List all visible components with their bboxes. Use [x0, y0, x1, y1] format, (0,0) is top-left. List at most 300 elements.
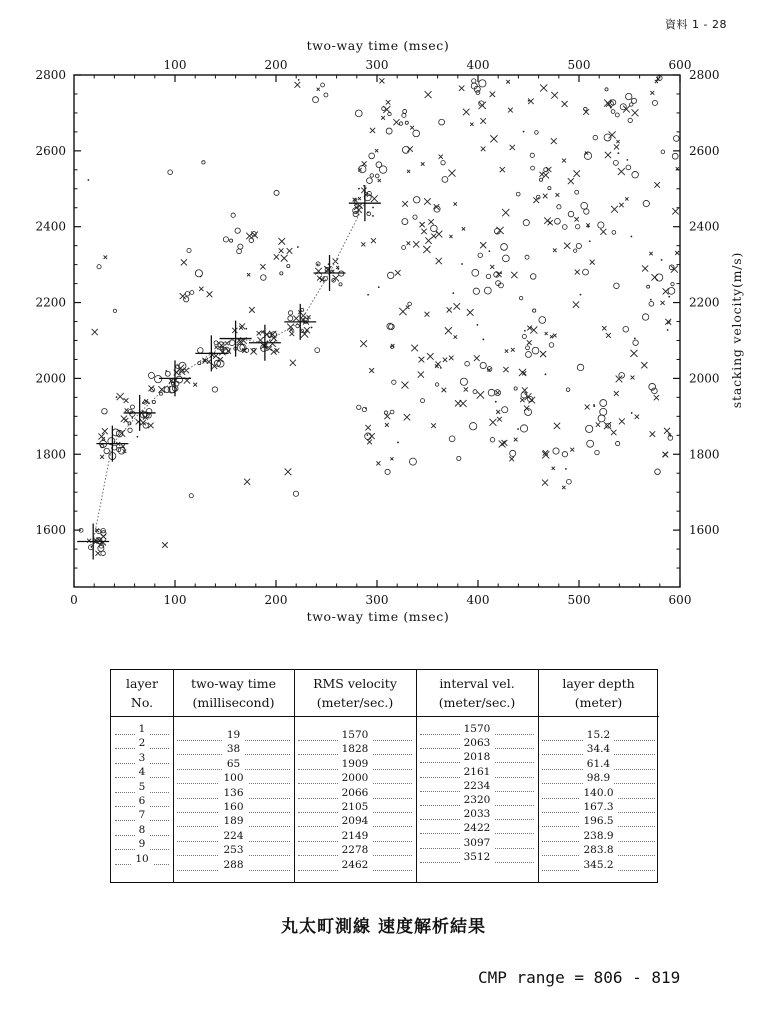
cell-value: 1570: [338, 729, 373, 741]
scatter-cross: [247, 273, 250, 276]
scatter-circle: [480, 362, 486, 368]
scatter-cross: [376, 461, 380, 465]
scatter-cross: [585, 405, 590, 410]
scatter-circle: [548, 186, 551, 189]
table-cell: [111, 752, 173, 764]
x-tick-label: 600: [668, 593, 692, 607]
scatter-circle: [230, 239, 233, 242]
scatter-cross: [420, 222, 425, 227]
scatter-circle: [568, 211, 574, 217]
scatter-circle: [643, 200, 649, 206]
scatter-circle: [296, 324, 300, 328]
scatter-circle: [386, 128, 392, 134]
scatter-circle: [656, 274, 663, 281]
scatter-circle: [202, 161, 205, 164]
table-cell: [294, 787, 416, 799]
scatter-cross: [480, 118, 486, 124]
scatter-circle: [615, 113, 619, 117]
scatter-circle: [490, 437, 495, 442]
scatter-cross: [365, 425, 370, 430]
table-cell: [173, 844, 294, 856]
scatter-circle: [402, 219, 408, 225]
scatter-circle: [628, 118, 632, 122]
table-cell: [416, 766, 538, 778]
cell-value: 196.5: [579, 815, 617, 827]
scatter-circle: [413, 130, 420, 137]
scatter-circle: [184, 297, 189, 302]
scatter-dot: [365, 407, 367, 409]
cell-value: 65: [223, 758, 244, 770]
scatter-dot: [667, 329, 669, 331]
scatter-circle: [479, 80, 486, 87]
scatter-dot: [476, 324, 478, 326]
cell-value: 140.0: [579, 787, 617, 799]
top-x-tick-label: 400: [466, 58, 490, 72]
table-header-line: No.: [130, 695, 154, 710]
scatter-dot: [297, 246, 299, 248]
scatter-circle: [673, 136, 679, 142]
scatter-cross: [225, 341, 229, 345]
scatter-cross: [614, 144, 619, 149]
scatter-cross: [661, 301, 665, 305]
table-cell: [111, 853, 173, 865]
scatter-circle: [488, 389, 495, 396]
cell-value: 224: [219, 830, 247, 842]
scatter-circle: [600, 408, 607, 415]
scatter-circle: [403, 109, 407, 113]
scatter-circle: [605, 88, 608, 91]
scatter-circle: [313, 97, 319, 103]
scatter-cross: [514, 438, 518, 442]
scatter-circle: [598, 415, 605, 422]
scatter-cross: [611, 430, 616, 435]
scatter-cross: [333, 275, 339, 281]
scatter-dot: [245, 328, 247, 330]
scatter-circle: [484, 287, 491, 294]
scatter-circle: [514, 387, 517, 390]
scatter-cross: [381, 116, 385, 120]
scatter-circle: [584, 107, 587, 110]
table-cell: [111, 737, 173, 749]
scatter-cross: [411, 345, 418, 352]
table-header: [173, 670, 294, 717]
scatter-circle: [190, 291, 194, 295]
scatter-cross: [550, 335, 553, 338]
scatter-cross: [502, 440, 508, 446]
cell-value: 6: [135, 795, 150, 807]
table-header-line: (meter/sec.): [316, 695, 394, 710]
scatter-cross: [295, 82, 301, 88]
table-cell: [416, 794, 538, 806]
scatter-circle: [469, 423, 476, 430]
scatter-cross: [490, 135, 497, 142]
scatter-circle: [586, 425, 593, 432]
scatter-cross: [421, 162, 425, 166]
scatter-cross: [477, 391, 484, 398]
scatter-circle: [324, 93, 328, 97]
scatter-circle: [626, 93, 632, 99]
cell-value: 5: [135, 781, 150, 793]
scatter-circle: [365, 433, 372, 440]
scatter-circle: [557, 205, 561, 209]
scatter-cross: [556, 193, 560, 197]
scatter-cross: [543, 194, 548, 199]
scatter-circle: [152, 400, 155, 403]
scatter-cross: [650, 91, 654, 95]
scatter-cross: [562, 486, 565, 489]
scatter-circle: [519, 296, 522, 299]
scatter-circle: [612, 231, 616, 235]
scatter-cross: [439, 155, 443, 159]
scatter-circle: [526, 346, 530, 350]
cell-value: 15.2: [583, 729, 614, 741]
scatter-cross: [600, 229, 606, 235]
cell-value: 136: [219, 787, 247, 799]
scatter-dot: [545, 373, 547, 375]
cell-value: 2462: [338, 859, 373, 871]
scatter-cross: [121, 416, 127, 422]
scatter-cross: [301, 330, 308, 337]
scatter-circle: [672, 153, 678, 159]
scatter-circle: [539, 178, 542, 181]
cell-value: 2161: [460, 766, 495, 778]
scatter-cross: [590, 260, 595, 265]
scatter-cross: [317, 276, 322, 281]
scatter-cross: [454, 202, 457, 205]
table-cell: [111, 838, 173, 850]
scatter-dot: [631, 412, 633, 414]
scatter-cross: [407, 170, 410, 173]
scatter-cross: [508, 108, 513, 113]
scatter-circle: [187, 248, 191, 252]
scatter-cross: [285, 468, 292, 475]
scatter-circle: [441, 160, 445, 164]
scatter-cross: [540, 84, 547, 91]
scatter-cross: [95, 551, 100, 556]
scatter-cross: [425, 312, 430, 317]
y-tick-label: 1800: [35, 447, 66, 462]
scatter-cross: [539, 172, 544, 177]
scatter-circle: [367, 178, 373, 184]
table-cell: [538, 830, 659, 842]
table-cell: [111, 809, 173, 821]
scatter-cross: [425, 237, 431, 243]
scatter-circle: [339, 283, 342, 286]
table-cell: [538, 815, 659, 827]
scatter-circle: [460, 378, 467, 385]
scatter-cross: [445, 327, 452, 334]
table-cell: [294, 815, 416, 827]
y-tick-label: 2600: [35, 143, 66, 158]
right-y-tick-label: 2000: [689, 371, 720, 386]
scatter-circle: [238, 244, 243, 249]
scatter-dot: [523, 131, 525, 133]
scatter-cross: [447, 307, 452, 312]
scatter-dot: [358, 188, 360, 190]
scatter-cross: [672, 208, 678, 214]
scatter-circle: [587, 440, 594, 447]
scatter-dot: [482, 339, 484, 341]
scatter-circle: [593, 135, 598, 140]
scatter-cross: [511, 272, 517, 278]
scatter-circle: [598, 222, 604, 228]
scatter-cross: [606, 333, 611, 338]
scatter-cross: [369, 433, 375, 439]
velocity-picks: [77, 185, 381, 559]
scatter-circle: [600, 400, 607, 407]
scatter-dot: [91, 546, 93, 548]
scatter-circle: [155, 376, 162, 383]
scatter-dot: [610, 107, 612, 109]
scatter-cross: [540, 351, 546, 357]
scatter-cross: [317, 88, 320, 91]
scatter-circle: [595, 450, 600, 455]
scatter-dot: [517, 428, 519, 430]
scatter-dot: [634, 338, 636, 340]
scatter-circle: [531, 166, 535, 170]
scatter-cross: [453, 303, 460, 310]
scatter-cross: [362, 161, 367, 166]
scatter-cross: [269, 340, 276, 347]
scatter-circle: [189, 494, 193, 498]
scatter-cross: [404, 414, 411, 421]
table-header-line: layer depth: [562, 676, 635, 691]
scatter-cross: [421, 229, 426, 234]
scatter-cross: [542, 480, 548, 486]
x-tick-label: 500: [567, 593, 591, 607]
scatter-cross: [496, 227, 503, 234]
time-col: [173, 670, 295, 882]
scatter-cross: [279, 248, 284, 253]
scatter-dot: [131, 417, 133, 419]
table-cell: [173, 830, 294, 842]
scatter-cross: [232, 328, 237, 333]
scatter-cross: [665, 319, 671, 325]
scatter-circle: [288, 311, 292, 315]
scatter-cross: [375, 149, 378, 152]
scatter-cross: [596, 422, 600, 426]
scatter-circle: [128, 428, 132, 432]
scatter-circle: [375, 174, 379, 178]
scatter-circle: [584, 152, 591, 159]
scatter-cross: [499, 441, 506, 448]
layer-table: [110, 669, 658, 883]
top-x-tick-label: 100: [163, 58, 187, 72]
table-cell: [538, 743, 659, 755]
scatter-dot: [565, 468, 567, 470]
scatter-circle: [533, 309, 536, 312]
scatter-cross: [117, 393, 124, 400]
y-axis-label: stacking velocity(m/s): [729, 251, 744, 409]
scatter-cross: [386, 100, 391, 105]
table-cell: [173, 815, 294, 827]
scatter-cross: [574, 217, 578, 221]
figure-caption: 丸太町測線 速度解析結果: [281, 917, 486, 937]
scatter-cross: [546, 167, 551, 172]
scatter-cross: [101, 534, 107, 540]
scatter-circle: [577, 364, 584, 371]
scatter-dot: [397, 442, 399, 444]
scatter-cross: [385, 423, 389, 427]
scatter-circle: [97, 265, 101, 269]
scatter-cross: [419, 357, 425, 363]
scatter-cross: [630, 350, 637, 357]
scatter-circle: [442, 176, 448, 182]
scatter-cross: [290, 360, 296, 366]
scatter-cross: [100, 455, 104, 459]
scatter-circle: [613, 160, 618, 165]
cell-value: 3: [135, 752, 150, 764]
scatter-cross: [442, 388, 447, 393]
table-cell: [416, 808, 538, 820]
cell-value: 2063: [460, 737, 495, 749]
scatter-dot: [298, 79, 300, 81]
y-tick-label: 2800: [35, 68, 66, 82]
table-cell: [416, 780, 538, 792]
scatter-cross: [274, 254, 279, 259]
scatter-circle: [623, 326, 629, 332]
scatter-circle: [530, 153, 534, 157]
scatter-cross: [654, 395, 659, 400]
scatter-cross: [449, 356, 454, 361]
scatter-circle: [473, 390, 477, 394]
scatter-circle: [420, 399, 424, 403]
scatter-circle: [409, 458, 416, 465]
scatter-cross: [436, 231, 443, 238]
scatter-circle: [399, 122, 402, 125]
scatter-cross: [548, 220, 553, 225]
scatter-dot: [317, 263, 319, 265]
scatter-circle: [655, 469, 661, 475]
scatter-circle: [405, 121, 408, 124]
scatter-dot: [87, 179, 89, 181]
x-tick-label: 400: [466, 593, 490, 607]
scatter-circle: [301, 308, 304, 311]
cell-value: 2105: [338, 801, 373, 813]
table-cell: [173, 758, 294, 770]
top-x-tick-label: 500: [567, 58, 591, 72]
scatter-cross: [490, 92, 495, 97]
scatter-dot: [116, 396, 118, 398]
scatter-cross: [448, 170, 455, 177]
scatter-cross: [102, 428, 108, 434]
scatter-cross: [470, 123, 473, 126]
cell-value: 2000: [338, 772, 373, 784]
scatter-cross: [193, 383, 197, 387]
scatter-cross: [124, 398, 129, 403]
scatter-cross: [423, 246, 430, 253]
scatter-circle: [185, 292, 189, 296]
cell-value: 1570: [460, 723, 495, 735]
y-tick-label: 2000: [35, 371, 66, 386]
cmp-range: CMP range = 806 - 819: [478, 968, 681, 987]
scatter-cross: [95, 528, 99, 532]
velocity-trend-line: [93, 203, 365, 541]
scatter-circle: [575, 190, 579, 194]
scatter-circle: [562, 452, 567, 457]
scatter-circle: [112, 429, 119, 436]
scatter-circle: [566, 388, 570, 392]
cell-value: 4: [135, 766, 150, 778]
table-cell: [173, 787, 294, 799]
table-cell: [294, 859, 416, 871]
scatter-cross: [92, 329, 98, 335]
table-cell: [538, 729, 659, 741]
table-cell: [416, 737, 538, 749]
scatter-cross: [418, 371, 424, 377]
scatter-cross: [511, 348, 515, 352]
scatter-cross: [102, 437, 105, 440]
scatter-cross: [551, 92, 558, 99]
right-y-tick-label: 2600: [689, 143, 720, 158]
scatter-circle: [465, 361, 470, 366]
scatter-dot: [668, 296, 670, 298]
scatter-circle: [525, 351, 531, 357]
scatter-cross: [552, 467, 555, 470]
scatter-cross: [497, 417, 502, 422]
scatter-cross: [605, 152, 611, 158]
scatter-circle: [516, 192, 520, 196]
scatter-cross: [573, 301, 579, 307]
scatter-cross: [554, 423, 560, 429]
scatter-cross: [545, 332, 548, 335]
scatter-cross: [562, 159, 566, 163]
cell-value: 1: [135, 723, 150, 735]
scatter-circle: [472, 269, 479, 276]
scatter-circle: [195, 270, 202, 277]
right-y-tick-label: 2200: [689, 295, 720, 310]
scatter-cross: [480, 242, 486, 248]
scatter-cross: [631, 376, 635, 380]
scatter-cross: [379, 78, 384, 83]
scatter-circle: [293, 491, 298, 496]
x-axis-label: two-way time (msec): [306, 609, 450, 624]
scatter-dot: [500, 272, 502, 274]
scatter-cross: [260, 264, 265, 269]
scatter-cross: [654, 182, 659, 187]
scatter-cross: [474, 355, 480, 361]
scatter-cross: [207, 291, 213, 297]
scatter-cross: [503, 367, 508, 372]
scatter-circle: [249, 238, 254, 243]
table-cell: [173, 743, 294, 755]
scatter-circle: [390, 410, 394, 414]
scatter-circle: [229, 340, 235, 346]
scatter-cross: [431, 423, 436, 428]
table-cell: [294, 772, 416, 784]
scatter-circle: [130, 405, 134, 409]
scatter-circle: [562, 225, 567, 230]
scatter-cross: [383, 106, 390, 113]
scatter-cross: [148, 385, 154, 391]
scatter-circle: [369, 153, 375, 159]
cell-value: 160: [219, 801, 247, 813]
cell-value: 1909: [338, 758, 373, 770]
scatter-circle: [532, 347, 539, 354]
scatter-cross: [616, 140, 619, 143]
scatter-cross: [642, 265, 648, 271]
scatter-circle: [357, 405, 361, 409]
scatter-cross: [406, 305, 410, 309]
cell-value: 2234: [460, 780, 495, 792]
cell-value: 7: [135, 809, 150, 821]
scatter-circle: [555, 218, 561, 224]
cell-value: 283.8: [579, 844, 617, 856]
table-cell: [111, 723, 173, 735]
table-cell: [294, 729, 416, 741]
scatter-circle: [408, 302, 412, 306]
scatter-circle: [214, 341, 218, 345]
